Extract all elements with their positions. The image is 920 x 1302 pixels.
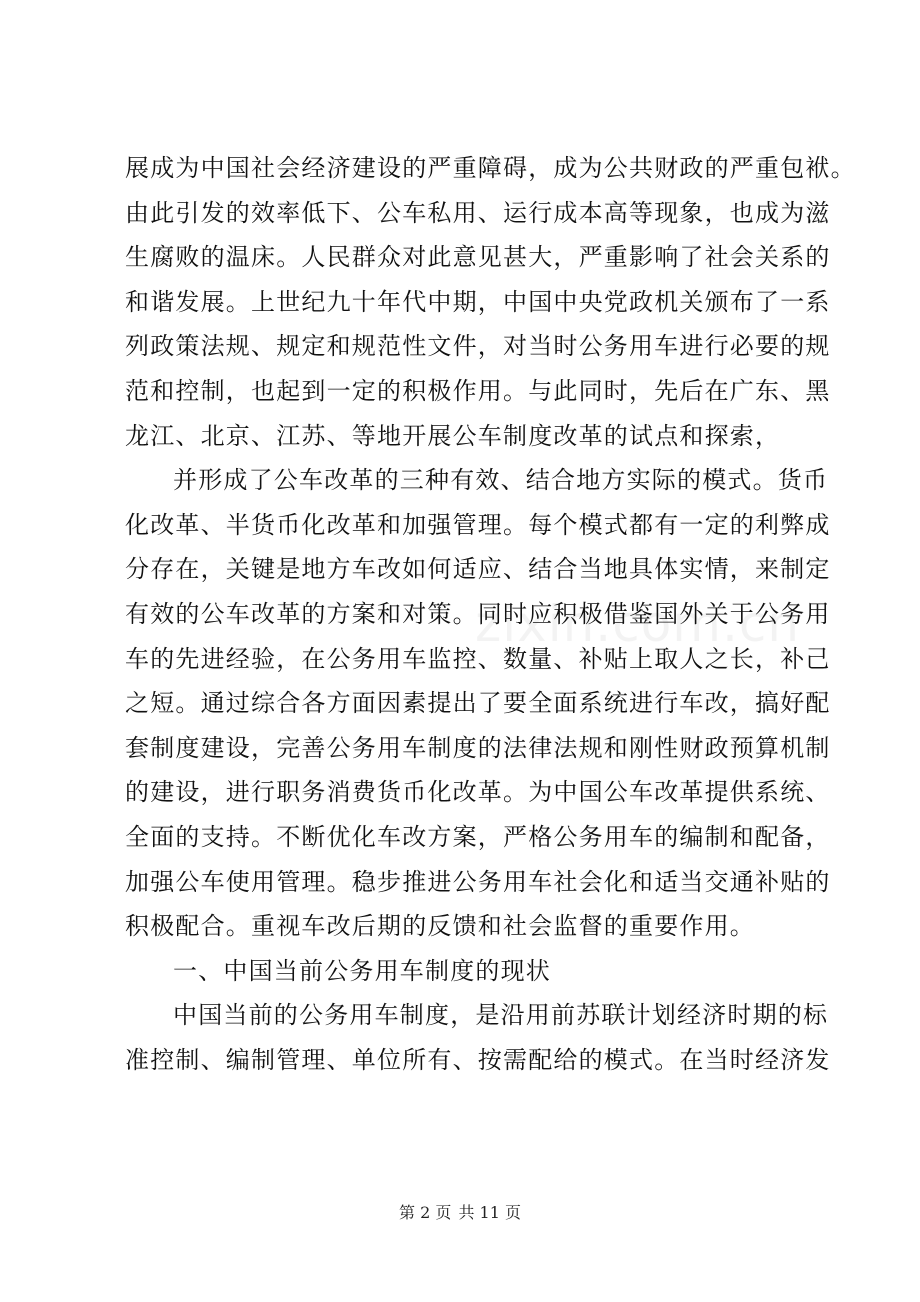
text-line: 全面的支持。不断优化车改方案，严格公务用车的编制和配备， [125,822,831,851]
paragraph-start-line: 并形成了公车改革的三种有效、结合地方实际的模式。货币 [173,466,829,495]
document-body [125,146,856,1082]
text-line: 由此引发的效率低下、公车私用、运行成本高等现象，也成为滋 [125,198,831,227]
section-heading: 一、中国当前公务用车制度的现状 [173,956,551,985]
text-line: 有效的公车改革的方案和对策。同时应积极借鉴国外关于公务用 [125,599,831,628]
text-line: 车的先进经验，在公务用车监控、数量、补贴上取人之长，补己 [125,644,831,673]
text-line: 积极配合。重视车改后期的反馈和社会监督的重要作用。 [125,912,755,941]
text-line: 生腐败的温床。人民群众对此意见甚大，严重影响了社会关系的 [125,243,831,272]
text-line: 之短。通过综合各方面因素提出了要全面系统进行车改，搞好配 [125,689,831,718]
text-line: 套制度建设，完善公务用车制度的法律法规和刚性财政预算机制 [125,733,831,762]
text-line: 展成为中国社会经济建设的严重障碍，成为公共财政的严重包袱。 [125,154,856,182]
text-line: 分存在，关键是地方车改如何适应、结合当地具体实情，来制定 [125,555,831,584]
text-line: 范和控制，也起到一定的积极作用。与此同时，先后在广东、黑 [125,376,831,405]
page-footer [0,1200,920,1223]
text-line: 和谐发展。上世纪九十年代中期，中国中央党政机关颁布了一系 [125,287,831,316]
text-line: 加强公车使用管理。稳步推进公务用车社会化和适当交通补贴的 [125,867,831,896]
paragraph-start-line: 中国当前的公务用车制度，是沿用前苏联计划经济时期的标 [173,1001,829,1030]
text-line: 准控制、编制管理、单位所有、按需配给的模式。在当时经济发 [125,1045,831,1074]
page-total: 共 11 页 [458,1203,521,1222]
text-line: 的建设，进行职务消费货币化改革。为中国公车改革提供系统、 [125,778,831,807]
text-line: 化改革、半货币化改革和加强管理。每个模式都有一定的利弊成 [125,510,831,539]
text-line: 龙江、北京、江苏、等地开展公车制度改革的试点和探索， [125,421,781,450]
page-number: 第 2 页 [399,1203,452,1222]
text-line: 列政策法规、规定和规范性文件，对当时公务用车进行必要的规 [125,332,831,361]
